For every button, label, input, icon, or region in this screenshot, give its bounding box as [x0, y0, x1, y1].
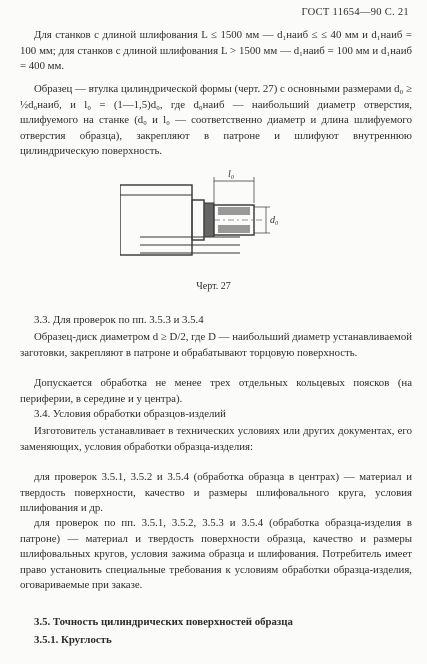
label-l0: l₀	[228, 169, 235, 180]
section-3-4: 3.4. Условия обработки образцов-изделий	[34, 408, 226, 420]
section-3-3: 3.3. Для проверок по пп. 3.5.3 и 3.5.4	[34, 314, 204, 326]
section-3-5: 3.5. Точность цилиндрических поверхностей образца	[34, 616, 293, 628]
drawing-27	[120, 165, 350, 275]
paragraph-centers: для проверок 3.5.1, 3.5.2 и 3.5.4 (обработка образца в центрах) — материал и твердость поверхности, качество и размеры шлифовального круга, условия шлифования и др.	[20, 471, 412, 515]
chuck-jaw	[204, 203, 214, 237]
paragraph-manufacturer: Изготовитель устанавливает в технических условиях или других документах, его заменяющих, условия обработки образца-изделия:	[20, 425, 412, 453]
paragraph-chuck: для проверок по пп. 3.5.1, 3.5.2, 3.5.3 и 3.5.4 (обработка образца-изделия в патроне) — материал и твердость поверхности образца, качество и размеры шлифовальных кругов, условия зажима образца и шлифования. Потребитель имеет право установить специальные требования к условиям обработки образца-изделия, оговариваемые при заказе.	[20, 517, 412, 592]
paragraph-sample-bushing: Образец — втулка цилиндрической формы (черт. 27) с основными размерами d₀ ≥ ½d₀наиб, и l₀ = (1—1,5)d₀, где d₀наиб — наибольший диаметр отверстия, шлифуемого на станке (d₀ и l₀ — соответственно диаметр и длина шлифуемого отверстия образца), закрепляют в патроне и шлифуют внутреннюю цилиндрическую поверхность.	[20, 83, 412, 158]
chuck-jaw	[192, 200, 204, 240]
label-d0: d₀	[270, 215, 279, 226]
section-3-5-1: 3.5.1. Круглость	[34, 634, 112, 646]
page-header: ГОСТ 11654—90 С. 21	[301, 7, 409, 18]
paragraph-disc-sample: Образец-диск диаметром d ≥ D/2, где D — наибольший диаметр устанавливаемой заготовки, закрепляют в патроне и обрабатывают торцовую поверхность.	[20, 331, 412, 359]
figure-caption: Черт. 27	[196, 281, 231, 292]
paragraph-rings-allowed: Допускается обработка не менее трех отдельных кольцевых поясков (на периферии, в середине и у центра).	[20, 377, 412, 405]
paragraph-machine-lengths: Для станков с длиной шлифования L ≤ 1500 мм — d₁наиб ≤ ≤ 40 мм и d₁наиб = 100 мм; для станков с длиной шлифования L > 1500 мм — d₁наиб = 100 мм и d₁наиб = 400 мм.	[20, 29, 412, 73]
